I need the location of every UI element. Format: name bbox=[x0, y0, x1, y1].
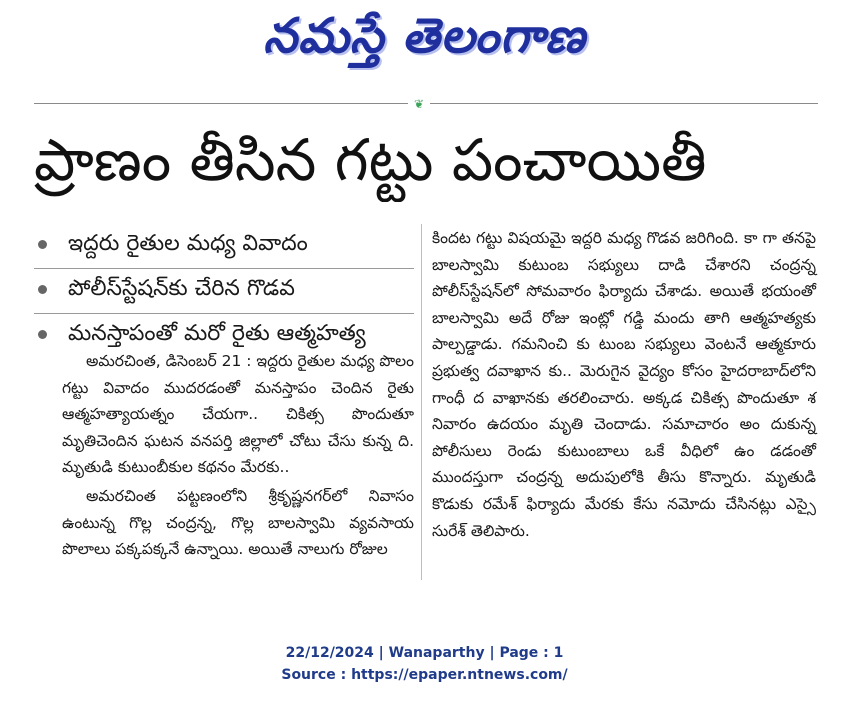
newspaper-masthead: నమస్తే తెలంగాణ bbox=[263, 8, 586, 64]
article-column-right bbox=[432, 225, 816, 544]
bullet-dot-icon bbox=[38, 285, 47, 294]
leaf-logo-icon: ❦ bbox=[408, 98, 430, 110]
article-paragraph: అమరచింత, డిసెంబర్ 21 : ఇద్దరు రైతుల మధ్య పొలం గట్టు వివాదం ముదరడంతో మనస్తాపం చెందిన రైతు ఆత్మహత్యాయత్నం చేయగా.. చికిత్స పొందుతూ మృతిచెందిన ఘటన వనపర్తి జిల్లాలో చోటు చేసు కున్న ది. మృతుడి కుటుంబీకుల కథనం మేరకు.. bbox=[62, 352, 414, 477]
bullet-text: ఇద్దరు రైతుల మధ్య వివాదం bbox=[68, 231, 308, 256]
footer-source: Source : https://epaper.ntnews.com/ bbox=[281, 667, 568, 683]
article-paragraph: కిందట గట్టు విషయమై ఇద్దరి మధ్య గొడవ జరిగింది. కా గా తనపై బాలస్వామి కుటుంబ సభ్యులు దాడి చేశారని చంద్రన్న పోలీస్‌స్టేషన్‌లో సోమవారం ఫిర్యాదు చేశాడు. అయితే భయంతో బాలస్వామి అదే రోజు ఇంట్లో గడ్డి మందు తాగి ఆత్మహత్యకు పాల్పడ్డాడు. గమనించి కు టుంబ సభ్యులు వెంటనే ఆత్మకూరు ప్రభుత్వ దవాఖాన కు.. మెరుగైన వైద్యం కోసం హైదరాబాద్‌లోని గాంధీ ద వాఖానకు తరలించారు. అక్కడ చికిత్స పొందుతూ శ నివారం ఉదయం మృతి చెందాడు. సమాచారం అం దుకున్న పోలీసులు రెండు కుటుంబాలు ఒకే వీధిలో ఉం డడంతో ముందస్తుగా చంద్రన్న అదుపులోకి తీసు కొన్నారు. మృతుడి కొడుకు రమేశ్ ఫిర్యాదు మేరకు కేసు నమోదు చేసినట్లు ఎస్సై సురేశ్ తెలిపారు. bbox=[432, 229, 816, 540]
bullet-dot-icon bbox=[38, 240, 47, 249]
highlight-bullets bbox=[34, 224, 414, 358]
bullet-text: మనస్తాపంతో మరో రైతు ఆత్మహత్య bbox=[68, 321, 366, 346]
article-column-left bbox=[62, 348, 414, 563]
article-headline: ప్రాణం తీసిన గట్టు పంచాయితీ bbox=[34, 126, 707, 194]
bullet-item bbox=[34, 269, 414, 314]
column-divider bbox=[421, 224, 422, 580]
bullet-text: పోలీస్‌స్టేషన్‌కు చేరిన గొడవ bbox=[68, 276, 295, 301]
bullet-item bbox=[34, 224, 414, 269]
footer-date-edition: 22/12/2024 | Wanaparthy | Page : 1 bbox=[285, 645, 564, 661]
article-paragraph: అమరచింత పట్టణంలోని శ్రీకృష్ణనగర్‌లో నివాసం ఉంటున్న గొల్ల చంద్రన్న, గొల్ల బాలస్వామి వ్యవసాయ పొలాలు పక్కపక్కనే ఉన్నాయి. అయితే నాలుగు రోజుల bbox=[62, 486, 414, 559]
bullet-dot-icon bbox=[38, 330, 47, 339]
